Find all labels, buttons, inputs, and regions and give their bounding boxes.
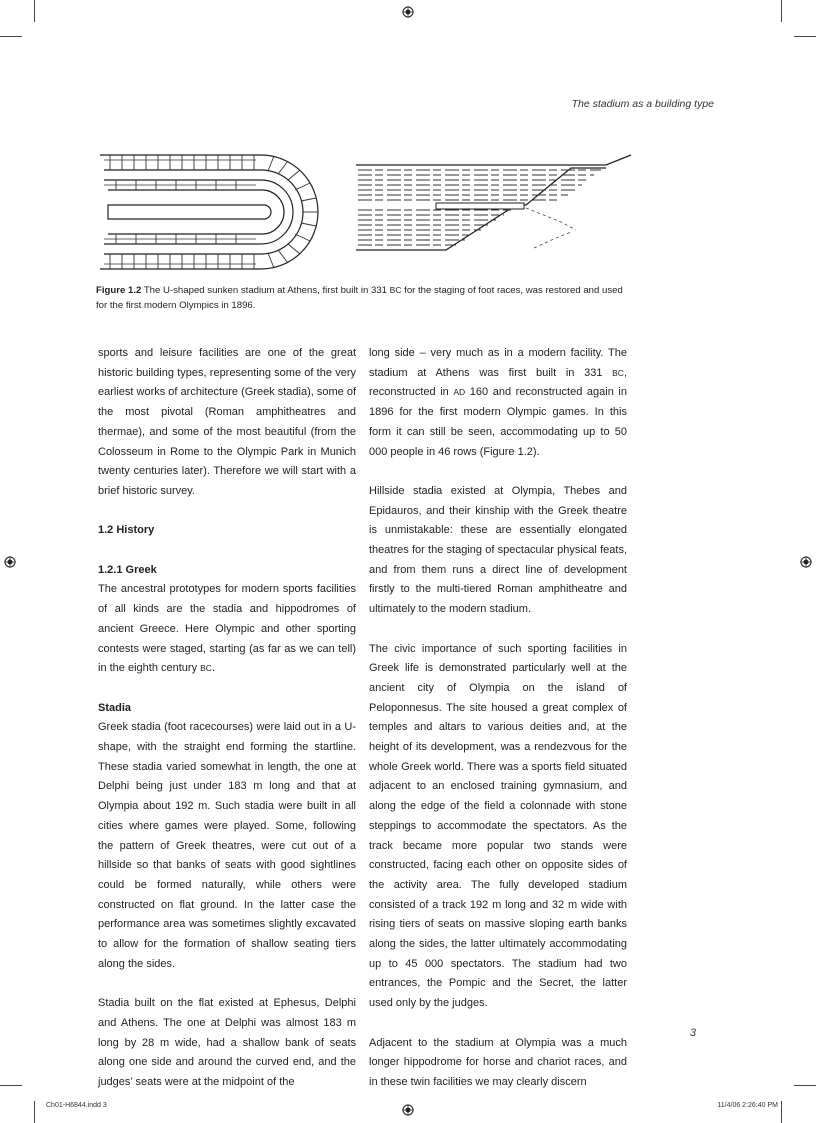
registration-mark-icon [800, 556, 812, 568]
registration-mark-icon [402, 1104, 414, 1116]
caption-text: for the staging of foot races, was restored and used for the first modern Olympics in 1896. [96, 285, 623, 311]
paragraph: The ancestral prototypes for modern sports facilities of all kinds are the stadia and hippodromes of ancient Greece. Here Olympic and other sporting contests were staged, starting (as far as we can tell) in the eighth century BC. [98, 583, 356, 675]
crop-mark [794, 1085, 816, 1086]
paragraph: long side – very much as in a modern facility. The stadium at Athens was first built in 331 BC, reconstructed in AD 160 and reconstructed again in 1896 for the first modern Olympic games. In this form it can still be seen, accommodating up to 50 000 people in 46 rows (Figure 1.2). [369, 347, 627, 458]
right-column [369, 344, 627, 1093]
subsection-heading: 1.2.1 Greek [98, 563, 157, 576]
paragraph: The civic importance of such sporting facilities in Greek life is demonstrated particularly well at the ancient city of Olympia on the island of Peloponnesus. The site housed a great complex of temples and altars to various deities and, at the height of its development, was a rendezvous for the whole Greek world. There was a sports field situated adjacent to an enclosed training gymnasium, and along the edge of the field a colonnade with stone steppings to accommodate the spectators. As the track became more popular two stands were constructed, facing each other on opposite sides of the activity area. The fully developed stadium consisted of a track 192 m long and 32 m wide with rising tiers of seats on massive sloping earth banks along the sides, the latter ultimately accommodating up to 45 000 spectators. The stadium had two entrances, the Pompic and the Secret, the latter used only by the judges. [369, 642, 627, 1010]
left-column [98, 344, 356, 1093]
paragraph: Hillside stadia existed at Olympia, Thebes and Epidauros, and their kinship with the Greek theatre is unmistakable: these are essentially elongated theatres for the staging of spectacular physical feats, and from them runs a direct line of development firstly to the multi-tiered Roman amphitheatre and ultimately to the modern stadium. [369, 484, 627, 616]
paragraph: sports and leisure facilities are one of the great historic building types, representing some of the very earliest works of architecture (Greek stadia), some of the most pivotal (Roman amphitheatres and thermae), and some of the most beautiful (from the Colosseum in Rome to the Olympic Park in Munich twenty centuries later). Therefore we will start with a brief historic survey. [98, 347, 356, 497]
stadium-plan-drawing [96, 150, 321, 275]
page-number: 3 [689, 1027, 696, 1039]
running-head: The stadium as a building type [571, 98, 714, 110]
subheading: Stadia [98, 701, 132, 714]
crop-mark [781, 0, 782, 22]
paragraph: Greek stadia (foot racecourses) were laid out in a U-shape, with the straight end forming the startline. These stadia varied somewhat in length, the one at Delphi being just under 183 m long and that at Olympia about 192 m. Such stadia were built in all cities where games were played. Some, following the pattern of Greek theatres, were cut out of a hillside so that banks of seats with good sightlines could be formed naturally, while others were constructed on flat ground. In the latter case the performance area was sometimes slightly excavated to allow for the formation of shallow seating tiers along the sides. [98, 721, 356, 970]
caption-text: The U-shaped sunken stadium at Athens, first built in 331 [141, 285, 390, 296]
figure-caption [96, 283, 626, 313]
figure-label: Figure 1.2 [96, 285, 142, 296]
figure-1-2 [96, 145, 636, 275]
paragraph: Stadia built on the flat existed at Ephesus, Delphi and Athens. The one at Delphi was almost 183 m long by 28 m wide, had a shallow bank of seats along one side and around the curved end, and the judges’ seats were at the midpoint of the [98, 997, 356, 1088]
paragraph: Adjacent to the stadium at Olympia was a much longer hippodrome for horse and chariot races, and in these twin facilities we may clearly discern [369, 1036, 627, 1088]
stadium-section-drawing [356, 150, 636, 260]
crop-mark [794, 36, 816, 37]
crop-mark [781, 1101, 782, 1123]
caption-era: BC [389, 285, 402, 295]
crop-mark [34, 1101, 35, 1123]
section-heading: 1.2 History [98, 524, 155, 537]
crop-mark [34, 0, 35, 22]
registration-mark-icon [4, 556, 16, 568]
crop-mark [0, 36, 22, 37]
registration-mark-icon [402, 6, 414, 18]
crop-mark [0, 1085, 22, 1086]
footer-filename: Ch01-H6844.indd 3 [46, 1102, 107, 1109]
footer-timestamp: 11/4/06 2:26:40 PM [717, 1102, 778, 1109]
